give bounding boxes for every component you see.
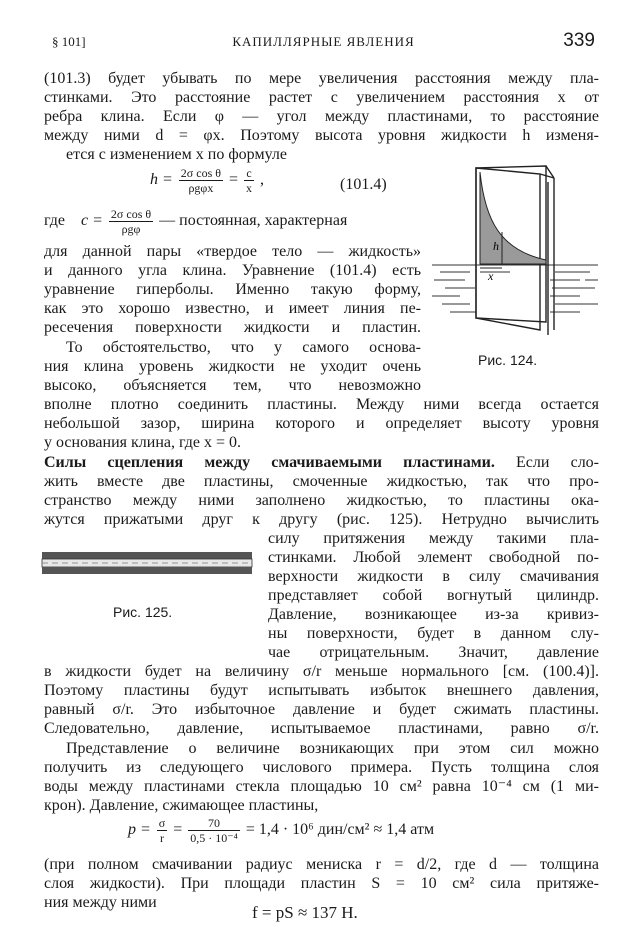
text-line: (при полном смачивании радиус мениска r = d/2, где d — толщина — [44, 856, 599, 873]
fraction — [188, 816, 240, 845]
text-line: равный σ/r. Это избыточное давление и будет сжимать пластины. — [44, 701, 599, 718]
formula-lhs: h = — [150, 171, 173, 189]
text-line: жутся прижатыми друг к другу (рис. 125). Нетрудно вычислить — [44, 511, 599, 528]
frac-den: ρgφ — [121, 222, 141, 236]
section-heading: Силы сцепления между смачиваемыми пластинами. — [44, 454, 495, 471]
frac-num: 2σ cos θ — [180, 166, 222, 180]
text-line: ния между ними — [44, 894, 157, 911]
figure-125 — [40, 548, 255, 578]
formula-tail: , — [260, 171, 265, 189]
where-line — [44, 207, 421, 236]
text-line: и данного угла клина. Уравнение (101.4) есть — [44, 262, 421, 279]
label-x: x — [488, 269, 494, 283]
equals-sign: = — [173, 821, 183, 839]
text-line: стинками. Это расстояние растет с увеличением расстояния x от — [44, 89, 599, 106]
equation-number: (101.4) — [340, 176, 387, 193]
text-line: уравнение гиперболы. Именно такую форму, — [44, 281, 421, 298]
text-line: вполне плотно соединить пластины. Между ними всегда остается — [44, 396, 599, 413]
text-line: как это хорошо известно, и имеет линия пе- — [44, 300, 421, 317]
fraction — [244, 166, 254, 195]
running-header — [52, 30, 595, 54]
where-rest: — постоянная, характерная — [159, 212, 348, 230]
c-eq: c = — [81, 212, 103, 230]
section-ref: § 101] — [52, 34, 86, 49]
page-number: 339 — [563, 30, 595, 51]
formula-101-4 — [150, 166, 264, 195]
frac-num: 70 — [188, 816, 240, 831]
text-line: ребра клина. Если φ — угол между пластинами, то расстояние — [44, 108, 599, 125]
text-line: странство между ними заполнено жидкостью, то пластины ока- — [44, 492, 599, 509]
text-line: чае отрицательным. Значит, давление — [268, 644, 599, 661]
fraction — [109, 207, 153, 236]
text-line: между ними d = φx. Поэтому высота уровня жидкости h изменя- — [44, 127, 599, 144]
text-line: Давление, возникающее из-за кривиз- — [268, 606, 599, 623]
fig125-caption: Рис. 125. — [113, 604, 173, 620]
figure-124 — [430, 160, 600, 335]
text-line: верхности жидкости в силу смачивания — [268, 568, 599, 585]
text-line: высоко, объясняется тем, что невозможно — [44, 377, 421, 394]
formula-pressure — [128, 816, 434, 845]
text-line: воды между пластинами стекла площадью 10 см² равна 10⁻⁴ см (1 ми- — [44, 778, 599, 795]
text-line: силу притяжения между такими пла- — [268, 530, 599, 547]
frac-den: ρgφx — [188, 181, 214, 195]
chapter-title: КАПИЛЛЯРНЫЕ ЯВЛЕНИЯ — [232, 34, 415, 49]
frac-num: 2σ cos θ — [110, 207, 152, 221]
text-line: для данной пары «твердое тело — жидкость» — [44, 243, 421, 260]
text-line: ны поверхности, будет в данном слу- — [268, 625, 599, 642]
frac-num: c — [244, 166, 254, 181]
frac-den: 0,5 · 10⁻⁴ — [190, 831, 238, 845]
text-line: Представление о величине возникающих при этом сил можно — [66, 740, 599, 757]
text-line: крон). Давление, сжимающее пластины, — [44, 797, 319, 814]
text-line: у основания клина, где x = 0. — [44, 434, 242, 451]
text-line: слоя жидкости). При площади пластин S = 10 см² сила притяже- — [44, 875, 599, 892]
text-line: жить вместе две пластины, смоченные жидкостью, так что про- — [44, 473, 599, 490]
text-line — [44, 454, 599, 472]
equals-sign: = — [229, 171, 239, 189]
text-line: ется с изменением x по формуле — [66, 146, 287, 163]
label-h: h — [493, 239, 499, 253]
text-line: ресечения поверхности жидкости и пластин. — [44, 319, 421, 336]
text-line: в жидкости будет на величину σ/r меньше нормального [см. (100.4)]. — [44, 663, 599, 680]
text-line: То обстоятельство, что у самого основа- — [66, 339, 421, 356]
heading-rest: Если сло- — [516, 454, 600, 471]
text-line: небольшой зазор, ширина которого и определяет высоту уровня — [44, 415, 599, 432]
text-line: получить из следующего числового примера. Пусть толщина слоя — [44, 759, 599, 776]
frac-den: x — [246, 181, 253, 195]
text-line: стинками. Любой элемент свободной по- — [268, 549, 599, 566]
fraction — [179, 166, 223, 195]
frac-num: σ — [158, 816, 166, 830]
where-word: где — [44, 212, 66, 230]
fig124-caption: Рис. 124. — [478, 352, 538, 368]
formula-lhs: p = — [128, 821, 151, 839]
text-line: Поэтому пластины будут испытывать избыток внешнего давления, — [44, 682, 599, 699]
text-line: (101.3) будет убывать по мере увеличения расстояния между пла- — [44, 70, 599, 87]
fraction — [157, 816, 167, 845]
formula-rest: = 1,4 · 10⁶ дин/см² ≈ 1,4 атм — [245, 821, 435, 839]
text-line: Следовательно, давление, испытываемое пластинами, равно σ/r. — [44, 720, 599, 737]
text-line: ния клина уровень жидкости не уходит очень — [44, 358, 421, 375]
frac-den: r — [160, 831, 165, 845]
formula-force: f = pS ≈ 137 Н. — [252, 903, 358, 922]
text-line: представляет собой вогнутый цилиндр. — [268, 587, 599, 604]
